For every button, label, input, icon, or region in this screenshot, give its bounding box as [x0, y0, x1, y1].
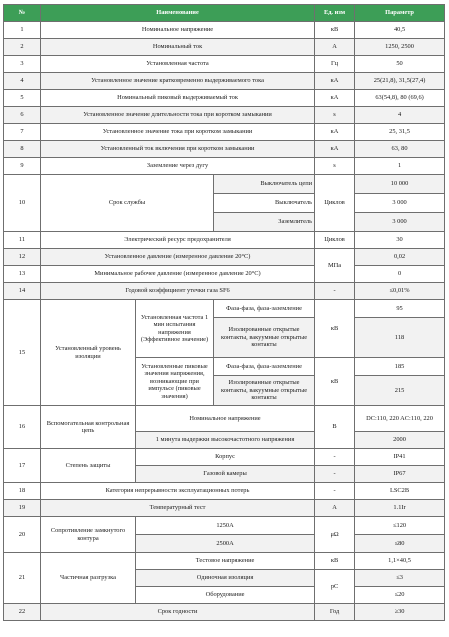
- table-row: [4, 175, 445, 194]
- row-num: 9: [4, 158, 41, 175]
- table-row: [4, 22, 445, 39]
- row-name: Сопротивление замкнутого контура: [41, 517, 136, 553]
- table-row: [4, 73, 445, 90]
- row-num: 22: [4, 604, 41, 621]
- row-num: 6: [4, 107, 41, 124]
- row-value: 25(21,8), 31,5(27,4): [355, 73, 445, 90]
- row-name: Номинальный ток: [41, 39, 315, 56]
- row-value: 4: [355, 107, 445, 124]
- row-name: Установленное давление (измеренное давление 20°C): [41, 249, 315, 266]
- table-row: [4, 500, 445, 517]
- sub-value: IP67: [355, 466, 445, 483]
- header-unit: Ед. изм: [315, 5, 355, 22]
- sub-unit: -: [315, 449, 355, 466]
- table-row: [4, 553, 445, 570]
- row-name: Заземление через дугу: [41, 158, 315, 175]
- sub-label: Фаза-фаза, фаза-заземление: [214, 358, 315, 376]
- row-unit: А: [315, 39, 355, 56]
- row-value: 30: [355, 232, 445, 249]
- sub-label: Тестовое напряжение: [136, 553, 315, 570]
- table-row: [4, 406, 445, 432]
- row-unit: кА: [315, 73, 355, 90]
- row-value: 0,02: [355, 249, 445, 266]
- row-unit: МПа: [315, 249, 355, 283]
- row-unit: s: [315, 107, 355, 124]
- sub-value: 3 000: [355, 194, 445, 213]
- row-name: Температурный тест: [41, 500, 315, 517]
- row-value: 50: [355, 56, 445, 73]
- sub-label: Заземлитель: [214, 213, 315, 232]
- sub-label: Номинальное напряжение: [136, 406, 315, 432]
- sub-label: Изолированные открытые контакты, вакуумные открытые контакты: [214, 376, 315, 406]
- row-unit: -: [315, 283, 355, 300]
- sub-value: ≤80: [355, 535, 445, 553]
- row-name: Установленный уровень изоляции: [41, 300, 136, 406]
- sub-label: Фаза-фаза, фаза-заземление: [214, 300, 315, 318]
- table-row: [4, 141, 445, 158]
- table-row: [4, 266, 445, 283]
- sub-unit: pC: [315, 570, 355, 604]
- sub-value: ≤3: [355, 570, 445, 587]
- row-unit: В: [315, 406, 355, 449]
- row-value: 1250, 2500: [355, 39, 445, 56]
- sub-value: 3 000: [355, 213, 445, 232]
- row-num: 3: [4, 56, 41, 73]
- row-num: 11: [4, 232, 41, 249]
- table-row: [4, 158, 445, 175]
- row-name: Установленное значение кратковременно выдерживаемого тока: [41, 73, 315, 90]
- spec-table-container: [3, 4, 444, 632]
- row-num: 13: [4, 266, 41, 283]
- sub-label: Оборудование: [136, 587, 315, 604]
- table-row: [4, 90, 445, 107]
- row-num: 21: [4, 553, 41, 604]
- table-row: [4, 483, 445, 500]
- table-header-row: [4, 5, 445, 22]
- row-name: Срок службы: [41, 175, 214, 232]
- spec-table: [3, 4, 445, 621]
- sub-value: 215: [355, 376, 445, 406]
- row-name: Частичная разгрузка: [41, 553, 136, 604]
- table-row: [4, 604, 445, 621]
- row-unit: А: [315, 500, 355, 517]
- row-num: 4: [4, 73, 41, 90]
- row-unit: кВ: [315, 22, 355, 39]
- table-row: [4, 517, 445, 535]
- sub-label: Корпус: [136, 449, 315, 466]
- row-value: 63, 80: [355, 141, 445, 158]
- row-value: 40,5: [355, 22, 445, 39]
- row-name: Установленное значение тока при коротком замыкании: [41, 124, 315, 141]
- row-value: 63(54,8), 80 (69,6): [355, 90, 445, 107]
- sub-value: ≤20: [355, 587, 445, 604]
- header-num: №: [4, 5, 41, 22]
- row-name: Номинальное напряжение: [41, 22, 315, 39]
- table-row: [4, 39, 445, 56]
- row-value: ≥30: [355, 604, 445, 621]
- row-unit: -: [315, 483, 355, 500]
- row-unit: Гц: [315, 56, 355, 73]
- table-row: [4, 107, 445, 124]
- sub-label: Газовой камеры: [136, 466, 315, 483]
- sub-unit: -: [315, 466, 355, 483]
- row-num: 15: [4, 300, 41, 406]
- row-name: Установленное значение длительности тока при коротком замыкании: [41, 107, 315, 124]
- row-name: Вспомогательная контрольная цепь: [41, 406, 136, 449]
- sub-value: 10 000: [355, 175, 445, 194]
- row-unit: кВ: [315, 358, 355, 406]
- table-row: [4, 300, 445, 318]
- table-row: [4, 449, 445, 466]
- row-num: 19: [4, 500, 41, 517]
- sub-label: 1 минута выдержки высокочастотного напряжения: [136, 432, 315, 449]
- row-num: 18: [4, 483, 41, 500]
- row-num: 14: [4, 283, 41, 300]
- sub-label: Изолированные открытые контакты, вакуумные открытые контакты: [214, 318, 315, 358]
- row-value: 0: [355, 266, 445, 283]
- sub-value: 2000: [355, 432, 445, 449]
- row-value: LSC2B: [355, 483, 445, 500]
- sub-value: 95: [355, 300, 445, 318]
- header-param: Параметр: [355, 5, 445, 22]
- row-name: Годовой коэффициент утечки газа SF6: [41, 283, 315, 300]
- sub-label: Выключатель цепи: [214, 175, 315, 194]
- row-unit: кА: [315, 124, 355, 141]
- row-name: Электрический ресурс предохранителя: [41, 232, 315, 249]
- sub-label: 1250А: [136, 517, 315, 535]
- table-row: [4, 56, 445, 73]
- sub-value: IP41: [355, 449, 445, 466]
- table-row: [4, 232, 445, 249]
- row-num: 20: [4, 517, 41, 553]
- sub-label: 2500А: [136, 535, 315, 553]
- header-name: Наименование: [41, 5, 315, 22]
- sub-group: Установленная частота 1 мин испытания напряжения (Эффективное значение): [136, 300, 214, 358]
- row-value: 25, 31,5: [355, 124, 445, 141]
- sub-group: Установленные пиковые значения напряжения, возникающие при импульсе (пиковые значения): [136, 358, 214, 406]
- row-name: Категория непрерывности эксплуатационных потерь: [41, 483, 315, 500]
- row-num: 10: [4, 175, 41, 232]
- sub-value: DC:110, 220 AC:110, 220: [355, 406, 445, 432]
- row-num: 8: [4, 141, 41, 158]
- sub-value: 118: [355, 318, 445, 358]
- row-num: 7: [4, 124, 41, 141]
- row-num: 5: [4, 90, 41, 107]
- sub-unit: кВ: [315, 553, 355, 570]
- table-row: [4, 124, 445, 141]
- row-num: 12: [4, 249, 41, 266]
- sub-label: Выключатель: [214, 194, 315, 213]
- row-name: Номинальный пиковый выдерживаемый ток: [41, 90, 315, 107]
- row-value: ≤0,01%: [355, 283, 445, 300]
- row-value: 1: [355, 158, 445, 175]
- row-unit: кА: [315, 90, 355, 107]
- sub-value: 1,1×40,5: [355, 553, 445, 570]
- table-row: [4, 283, 445, 300]
- row-num: 17: [4, 449, 41, 483]
- row-name: Срок годности: [41, 604, 315, 621]
- row-num: 16: [4, 406, 41, 449]
- row-name: Минимальное рабочее давление (измеренное давление 20°C): [41, 266, 315, 283]
- row-unit: Год: [315, 604, 355, 621]
- row-unit: μΩ: [315, 517, 355, 553]
- sub-value: ≤120: [355, 517, 445, 535]
- row-unit: кВ: [315, 300, 355, 358]
- sub-value: 185: [355, 358, 445, 376]
- table-row: [4, 249, 445, 266]
- row-value: 1.1Ir: [355, 500, 445, 517]
- row-name: Установленный ток включения при коротком замыкании: [41, 141, 315, 158]
- row-name: Степень защиты: [41, 449, 136, 483]
- row-unit: Циклов: [315, 232, 355, 249]
- row-num: 2: [4, 39, 41, 56]
- sub-label: Одиночная изоляция: [136, 570, 315, 587]
- row-unit: s: [315, 158, 355, 175]
- row-unit: Циклов: [315, 175, 355, 232]
- row-num: 1: [4, 22, 41, 39]
- row-name: Установленная частота: [41, 56, 315, 73]
- row-unit: кА: [315, 141, 355, 158]
